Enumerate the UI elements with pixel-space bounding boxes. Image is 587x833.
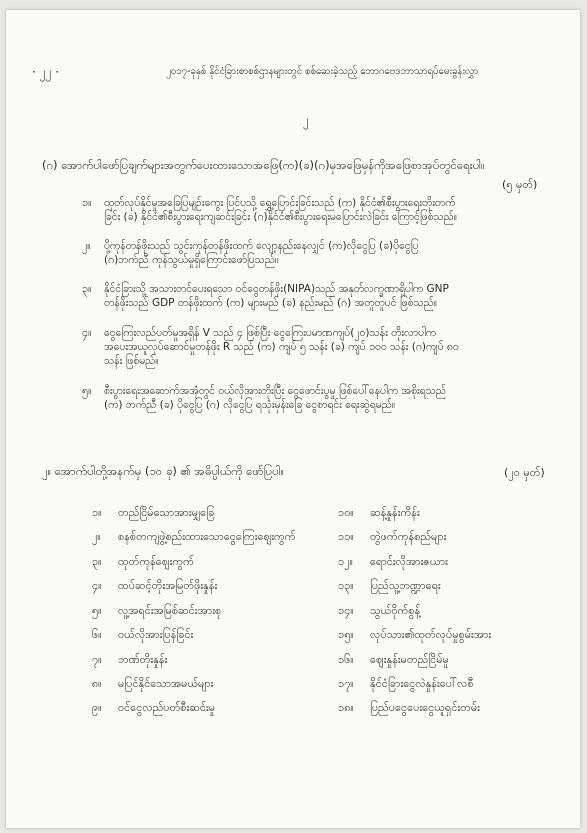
term-text: ဆန့်နှုန်းကိန်း [370, 506, 420, 519]
q3-item-5 [104, 384, 536, 412]
term-text: ပြည်ပငွေပေးငွေယူရှင်းတမ်း [370, 701, 480, 714]
q3-item-1 [104, 196, 536, 224]
term-num: ၁၈။ [338, 701, 354, 714]
term-text: နိုင်ငံခြားငွေလဲနှုန်းပေါ်လစီ [370, 677, 474, 690]
q3-item-num: ၁။ [82, 196, 92, 209]
term-num: ၁၇။ [338, 677, 354, 690]
term-text: ရောင်းလိုအားဇယား [370, 555, 448, 568]
q3-item-4-line: ငွေကြေးလည်ပတ်မှုအရှိန် V သည် ၄ ဖြစ်ပြီး ငွေကြေးပမာဏကျပ်(၂၀)သန်း တိုးလာပါက [104, 327, 437, 339]
q3-item-2-line: ပို့ကုန်တန်ဖိုးသည် သွင်းကုန်တန်ဖိုးထက် လျော့နည်းနေလျှင် (က)လိုငွေပြ (ခ)ပိုငွေပြ [104, 240, 419, 252]
page-number: · ၂၂ · [32, 65, 60, 79]
term-num: ၁၁။ [338, 530, 354, 543]
term-num: ၁၄။ [338, 604, 354, 617]
q3-item-1-line: ထုတ်လုပ်နိုင်မှုအခြေပြမျဉ်းကွေး ပြင်ပသို့ ရွှေ့ပြောင်းခြင်းသည် (က) နိုင်ငံ၏စီးပွားရေးတိုးတက် [104, 197, 456, 209]
term-text: ဈေးနှုန်းမတည်ငြိမ်မှု [370, 653, 449, 666]
term-num: ၄။ [92, 579, 102, 592]
q3-item-2-line: (ဂ)ဘက်ညီ ကုန်သွယ်မှုရှိကြောင်းဖော်ပြသည်။ [104, 254, 279, 266]
q3-item-4 [104, 326, 536, 368]
term-num: ၈။ [92, 677, 102, 690]
q3-item-num: ၄။ [82, 326, 92, 339]
term-num: ၂။ [92, 530, 101, 543]
term-text: စနစ်တကျဖွဲ့စည်းထားသောငွေကြေးဈေးကွက် [118, 530, 296, 543]
term-num: ၁၃။ [338, 579, 354, 592]
term-num: ၇။ [92, 653, 102, 666]
term-num: ၁၀။ [338, 506, 354, 519]
term-text: သွယ်ဝိုက်စွန့် [370, 604, 421, 617]
term-text: ဘဏ်တိုးနှုန်း [118, 653, 168, 666]
term-text: ဝယ်လိုအားပြန်ခြင်း [118, 628, 194, 641]
term-num: ၅။ [92, 604, 102, 617]
term-text: ထုတ်ကုန်ဈေးကွက် [118, 555, 194, 568]
q3-item-3-line: နိုင်ငံခြားသို့ အသားတင်ပေးရသော ဝင်ငွေတန်ဖိုး(NIPA)သည် အနုတ်လက္ခဏာရှိပါက GNP [104, 283, 449, 295]
term-text: တွဲဖက်ကုန်စည်များ [370, 530, 447, 543]
question-3-marks: (၅ မှတ်) [502, 178, 538, 191]
term-num: ၆။ [92, 628, 102, 641]
q3-item-5-line: စီးပွားရေးအဆောက်အအုံတွင် ဝယ်လိုအားတိုးပြီး ငွေဖောင်းပွမှု ဖြစ်ပေါ်နေပါက အစိုးရသည် [104, 385, 447, 397]
term-text: ပြည်သူ့ဘဏ္ဍာရေး [370, 579, 441, 592]
q3-item-4-line: အပေးအယူလုပ်ဆောင်မှုတန်ဖိုး R သည် (က) ကျပ် ၅ သန်း (ခ) ကျပ် ၁၀၀ သန်း (ဂ)ကျပ် ၈၀ [104, 341, 459, 353]
q3-item-num: ၃။ [82, 282, 92, 295]
q3-item-3 [104, 282, 536, 310]
term-num: ၉။ [92, 701, 102, 714]
q3-item-4-line: သန်း ဖြစ်မည်။ [104, 355, 159, 367]
term-text: ဝင်ငွေလည်ပတ်စီးဆင်းမှု [118, 701, 216, 714]
term-num: ၁၂။ [338, 555, 353, 568]
q3-item-5-line: (က) ဘက်ညီ (ခ) ပိုငွေပြ (ဂ) လိုငွေပြ ရသုံးမှန်းခြေ ငွေစာရင်း ရေးဆွဲရမည်။ [104, 399, 396, 411]
question-2-marks: (၂၀ မှတ်) [504, 466, 545, 479]
term-text: လူ့အရင်းအမြစ်ဆင်းအားစု [118, 604, 222, 617]
inner-page-mark: ၂ [303, 113, 309, 127]
term-text: ထပ်ဆင့်တိုးအမြတ်ဖိုးနှုန်း [118, 579, 218, 592]
term-text: လုပ်သား၏ထုတ်လုပ်မှုစွမ်းအား [370, 628, 492, 641]
term-num: ၁၆။ [338, 653, 354, 666]
question-2-heading: ၂။ အောက်ပါတို့အနက်မှ (၁၀ ခု) ၏ အဓိပ္ပါယ်ကို ဖော်ပြပါ။ [42, 464, 285, 478]
term-text: မပြင်နိုင်သောအမယ်များ [118, 677, 214, 690]
exam-page [6, 10, 580, 828]
term-text: တည်ငြိမ်သောအားမျှခြေ [118, 506, 215, 519]
term-num: ၁။ [92, 506, 102, 519]
term-num: ၃။ [92, 555, 102, 568]
running-header: ၂၀၁၇-ခုနှစ် နိုင်ငံခြားစာစစ်ဌာနများတွင် စစ်ဆေးခဲ့သည့် ဘောဂဗေဒဘာသာရပ်မေးခွန်းလွှာ [166, 66, 479, 77]
q3-item-num: ၂။ [82, 239, 91, 252]
q3-item-num: ၅။ [82, 384, 92, 397]
q3-item-2 [104, 239, 536, 267]
q3-item-3-line: တန်ဖိုးသည် GDP တန်ဖိုးထက် (က) များမည် (ခ) နည်းမည် (ဂ) အတူတူပင် ဖြစ်သည်။ [104, 297, 437, 309]
term-num: ၁၅။ [338, 628, 354, 641]
question-3-heading: (ဂ) အောက်ပါဖော်ပြချက်များအတွက်ပေးထားသောအဖြေ(က)(ခ)(ဂ)မှအဖြေမှန်ကိုအဖြေစာအုပ်တွင်ရေးပါ။ [42, 158, 485, 172]
q3-item-1-line: ခြင်း (ခ) နိုင်ငံ၏စီးပွားရေးကျဆင်းခြင်း (ဂ)နိုင်ငံ၏စီးပွားရေးမပြောင်းလဲခြင်း ကြောင့်ဖြစ်သည်။ [104, 211, 457, 223]
